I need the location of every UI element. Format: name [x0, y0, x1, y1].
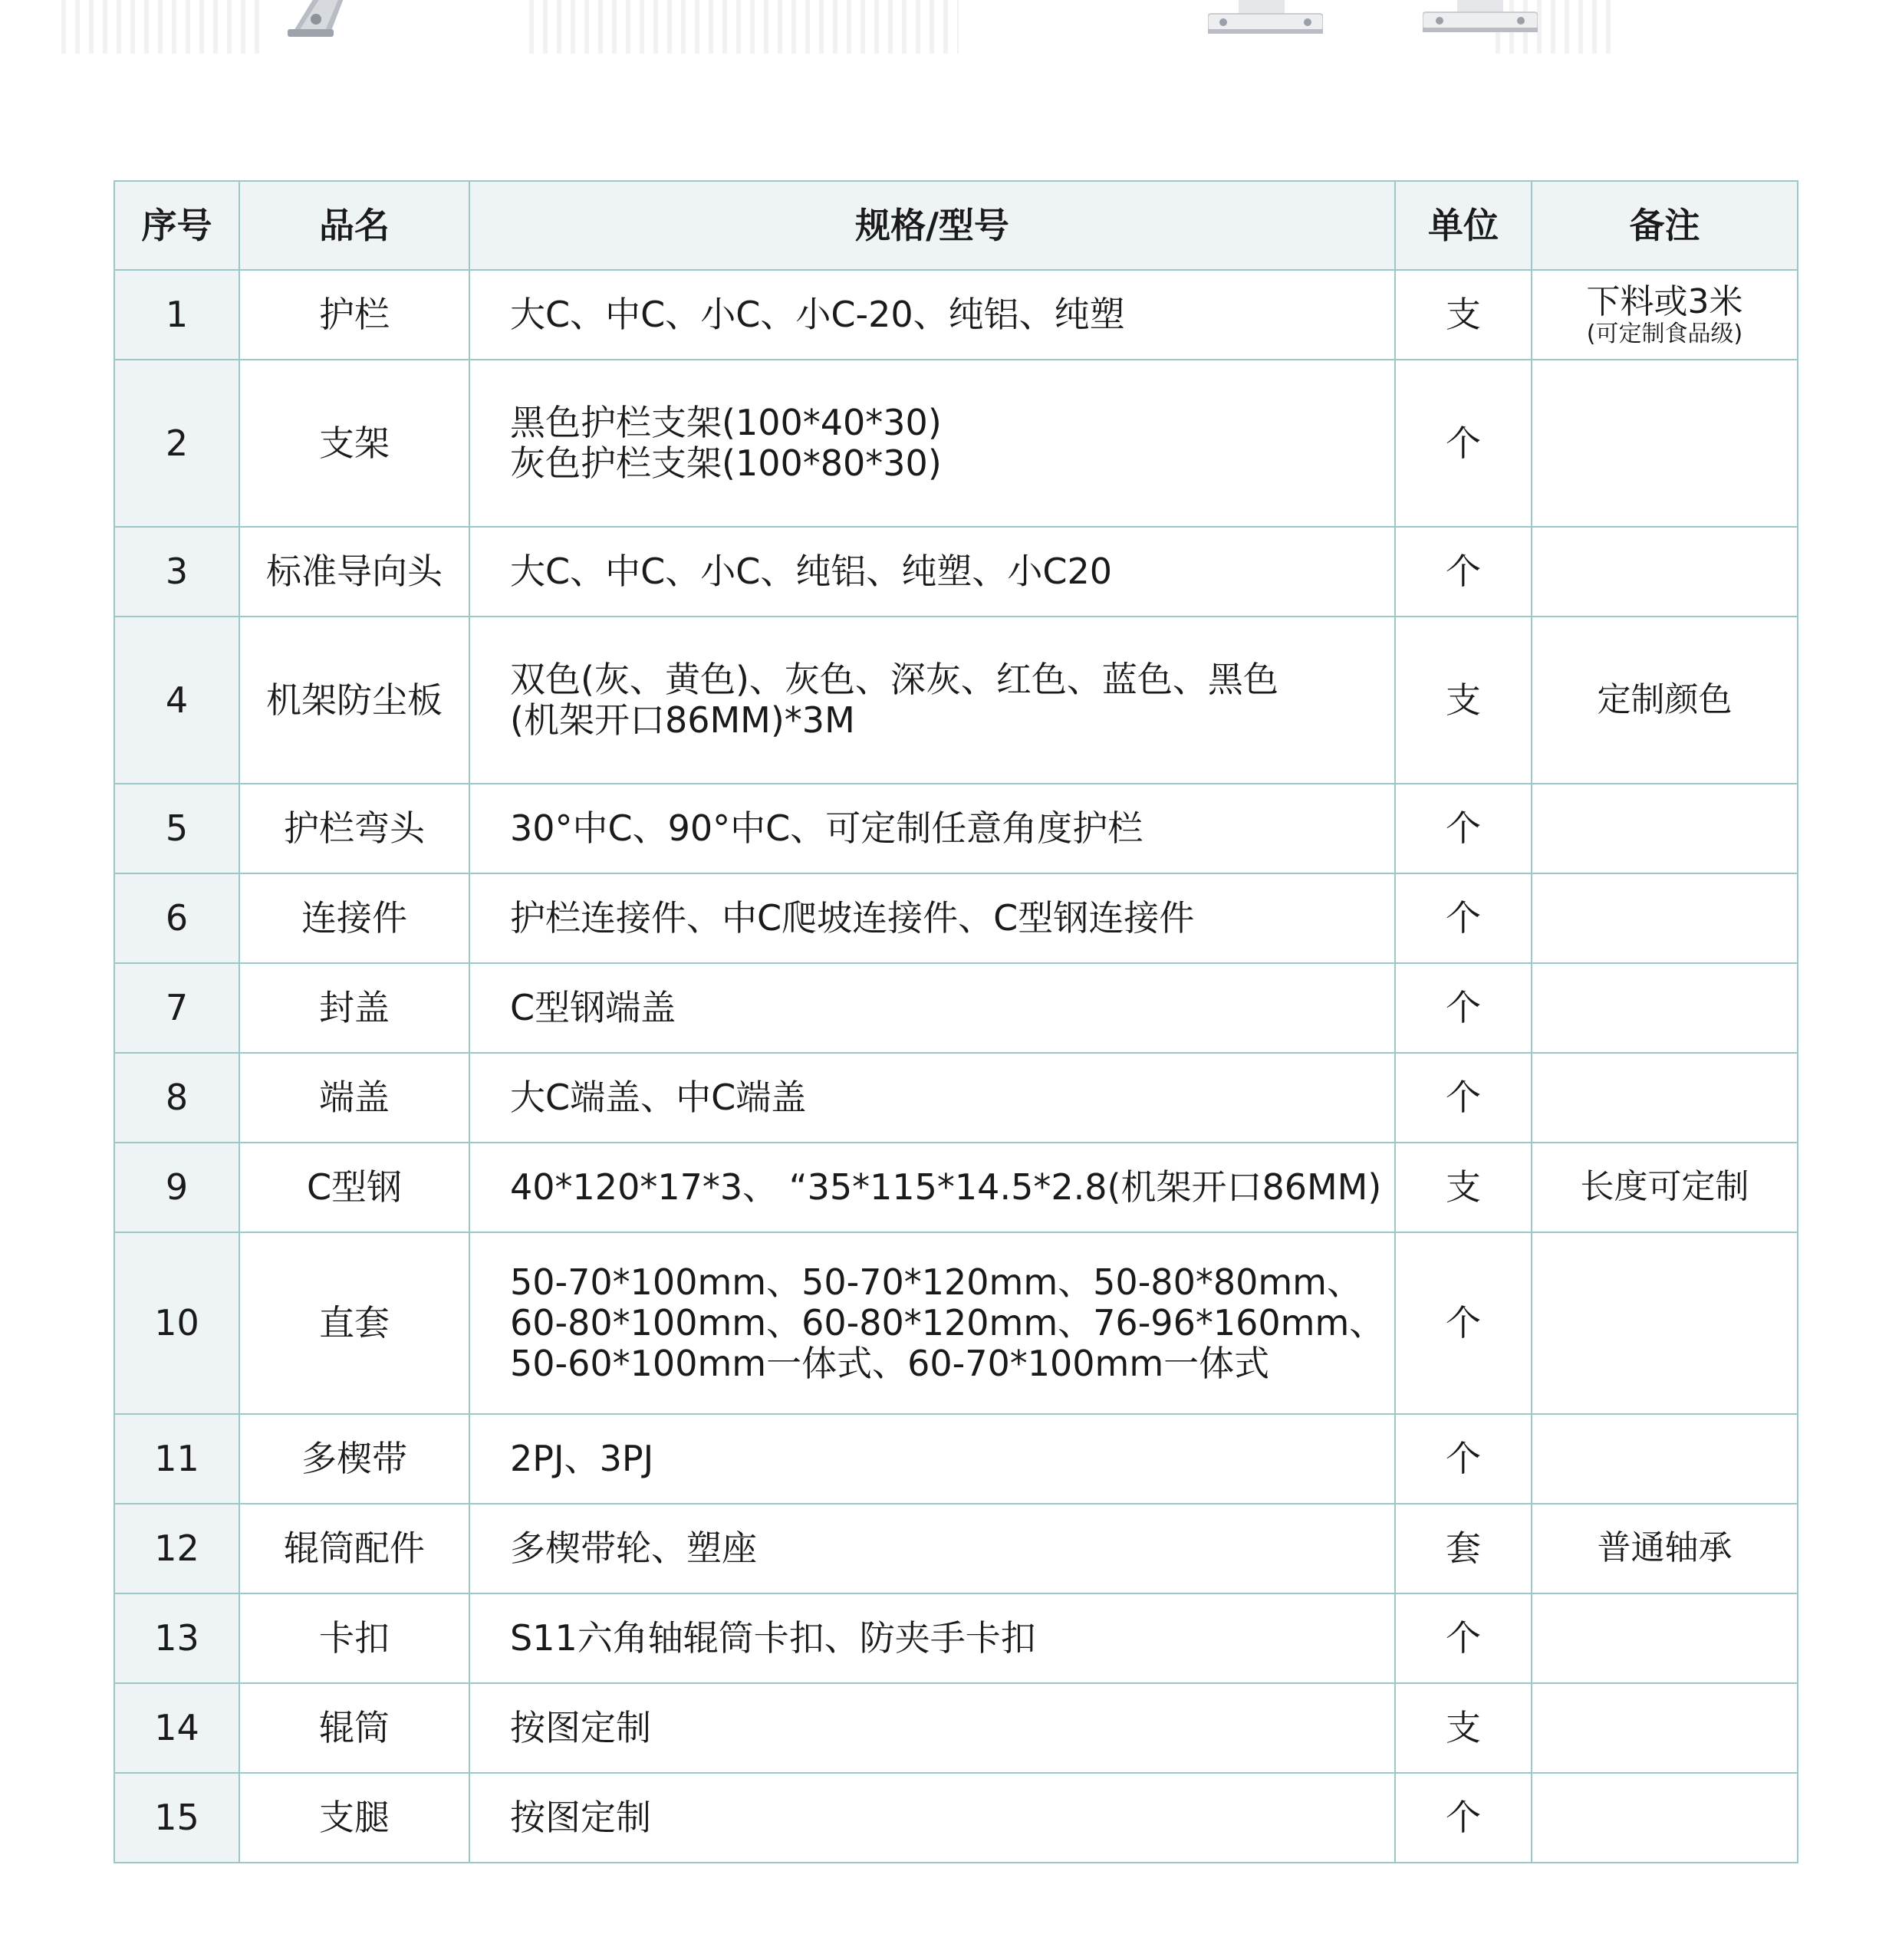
table-row: [114, 1143, 1798, 1232]
product-spec: [469, 1143, 1395, 1232]
product-name: 辊筒配件: [239, 1504, 469, 1593]
unit: 个: [1395, 873, 1532, 963]
unit: 支: [1395, 270, 1532, 360]
spec-line: 大C端盖、中C端盖: [510, 1077, 807, 1119]
remark: [1532, 1414, 1798, 1504]
row-number: 9: [114, 1143, 239, 1232]
remark: [1532, 784, 1798, 873]
row-number: 4: [114, 617, 239, 784]
product-name: 直套: [239, 1232, 469, 1414]
product-name: 端盖: [239, 1053, 469, 1143]
product-spec: [469, 270, 1395, 360]
unit: 套: [1395, 1504, 1532, 1593]
product-name: 多楔带: [239, 1414, 469, 1504]
product-name: 护栏: [239, 270, 469, 360]
spec-line: 护栏连接件、中C爬坡连接件、C型钢连接件: [510, 897, 1195, 939]
product-name: 辊筒: [239, 1683, 469, 1773]
row-number: 15: [114, 1773, 239, 1863]
product-spec: [469, 360, 1395, 527]
unit: 个: [1395, 963, 1532, 1053]
table-row: [114, 963, 1798, 1053]
spec-line: 50-60*100mm一体式、60-70*100mm一体式: [510, 1342, 1270, 1384]
spec-line: 灰色护栏支架(100*80*30): [510, 442, 942, 484]
product-spec: [469, 784, 1395, 873]
table-row: [114, 1504, 1798, 1593]
spec-line: 按图定制: [510, 1707, 651, 1749]
row-number: 1: [114, 270, 239, 360]
table-row: [114, 270, 1798, 360]
unit: 个: [1395, 1593, 1532, 1683]
remark-subtext: (可定制食品级): [1586, 321, 1743, 348]
product-spec: [469, 873, 1395, 963]
spec-line: 双色(灰、黄色)、灰色、深灰、红色、蓝色、黑色: [510, 659, 1278, 701]
remark: [1532, 1232, 1798, 1414]
table-body: [114, 270, 1798, 1863]
unit: 个: [1395, 1232, 1532, 1414]
product-name: 封盖: [239, 963, 469, 1053]
remark: [1532, 617, 1798, 784]
header-unit: 单位: [1395, 181, 1532, 270]
remark: [1532, 963, 1798, 1053]
unit: 个: [1395, 784, 1532, 873]
row-number: 8: [114, 1053, 239, 1143]
header-no: 序号: [114, 181, 239, 270]
table-row: [114, 360, 1798, 527]
spec-line: 2PJ、3PJ: [510, 1438, 654, 1480]
remark: [1532, 1143, 1798, 1232]
product-spec: [469, 1593, 1395, 1683]
spec-line: 60-80*100mm、60-80*120mm、76-96*160mm、: [510, 1302, 1385, 1344]
header-spec: 规格/型号: [469, 181, 1395, 270]
spec-line: C型钢端盖: [510, 987, 676, 1029]
remark: [1532, 1504, 1798, 1593]
table-row: [114, 1053, 1798, 1143]
row-number: 6: [114, 873, 239, 963]
remark-text: 定制颜色: [1597, 679, 1733, 719]
product-spec: [469, 1683, 1395, 1773]
unit: 个: [1395, 1773, 1532, 1863]
unit: 支: [1395, 617, 1532, 784]
table-row: [114, 1414, 1798, 1504]
product-name: 支腿: [239, 1773, 469, 1863]
spec-line: 黑色护栏支架(100*40*30): [510, 402, 942, 444]
remark: [1532, 1593, 1798, 1683]
faded-caption-middle: [529, 0, 959, 54]
row-number: 13: [114, 1593, 239, 1683]
table-row: [114, 1773, 1798, 1863]
table-row: [114, 1232, 1798, 1414]
row-number: 12: [114, 1504, 239, 1593]
spec-line: 大C、中C、小C、小C-20、纯铝、纯塑: [510, 294, 1125, 336]
remark: [1532, 270, 1798, 360]
product-spec: [469, 527, 1395, 617]
spec-line: S11六角轴辊筒卡扣、防夹手卡扣: [510, 1617, 1036, 1659]
product-spec: [469, 1773, 1395, 1863]
remark: [1532, 1683, 1798, 1773]
remark-text: 下料或3米: [1586, 281, 1743, 321]
remark-text: 普通轴承: [1597, 1528, 1733, 1568]
product-spec-table: [114, 180, 1798, 1863]
row-number: 10: [114, 1232, 239, 1414]
stand-photo-left: [1208, 0, 1323, 38]
spec-line: 多楔带轮、塑座: [510, 1528, 757, 1570]
product-spec: [469, 1504, 1395, 1593]
product-name: 护栏弯头: [239, 784, 469, 873]
bracket-photo: [276, 0, 368, 38]
product-name: 标准导向头: [239, 527, 469, 617]
table-row: [114, 873, 1798, 963]
row-number: 3: [114, 527, 239, 617]
product-name: 连接件: [239, 873, 469, 963]
row-number: 5: [114, 784, 239, 873]
unit: 支: [1395, 1683, 1532, 1773]
remark: [1532, 1053, 1798, 1143]
product-spec: [469, 963, 1395, 1053]
remark: [1532, 527, 1798, 617]
spec-line: 40*120*17*3、 “35*115*14.5*2.8(机架开口86MM): [510, 1166, 1382, 1209]
header-name: 品名: [239, 181, 469, 270]
product-spec: [469, 1232, 1395, 1414]
header-note: 备注: [1532, 181, 1798, 270]
spec-line: 按图定制: [510, 1797, 651, 1839]
unit: 个: [1395, 527, 1532, 617]
product-spec: [469, 1053, 1395, 1143]
product-name: C型钢: [239, 1143, 469, 1232]
spec-line: 30°中C、90°中C、可定制任意角度护栏: [510, 807, 1144, 850]
row-number: 14: [114, 1683, 239, 1773]
table-row: [114, 527, 1798, 617]
remark: [1532, 360, 1798, 527]
remark-text: 长度可定制: [1580, 1167, 1749, 1207]
product-name: 支架: [239, 360, 469, 527]
unit: 个: [1395, 360, 1532, 527]
spec-line: 大C、中C、小C、纯铝、纯塑、小C20: [510, 551, 1113, 593]
row-number: 11: [114, 1414, 239, 1504]
product-spec: [469, 1414, 1395, 1504]
remark: [1532, 873, 1798, 963]
product-spec: [469, 617, 1395, 784]
table-row: [114, 1683, 1798, 1773]
table-row: [114, 617, 1798, 784]
table-row: [114, 1593, 1798, 1683]
stand-photo-right: [1423, 0, 1538, 38]
product-name: 机架防尘板: [239, 617, 469, 784]
unit: 个: [1395, 1414, 1532, 1504]
table-header-row: [114, 181, 1798, 270]
unit: 个: [1395, 1053, 1532, 1143]
faded-caption-left: [61, 0, 261, 54]
remark: [1532, 1773, 1798, 1863]
product-photo-strip: [0, 0, 1902, 92]
table-row: [114, 784, 1798, 873]
unit: 支: [1395, 1143, 1532, 1232]
row-number: 7: [114, 963, 239, 1053]
spec-line: (机架开口86MM)*3M: [510, 699, 855, 741]
product-name: 卡扣: [239, 1593, 469, 1683]
spec-line: 50-70*100mm、50-70*120mm、50-80*80mm、: [510, 1261, 1362, 1304]
row-number: 2: [114, 360, 239, 527]
